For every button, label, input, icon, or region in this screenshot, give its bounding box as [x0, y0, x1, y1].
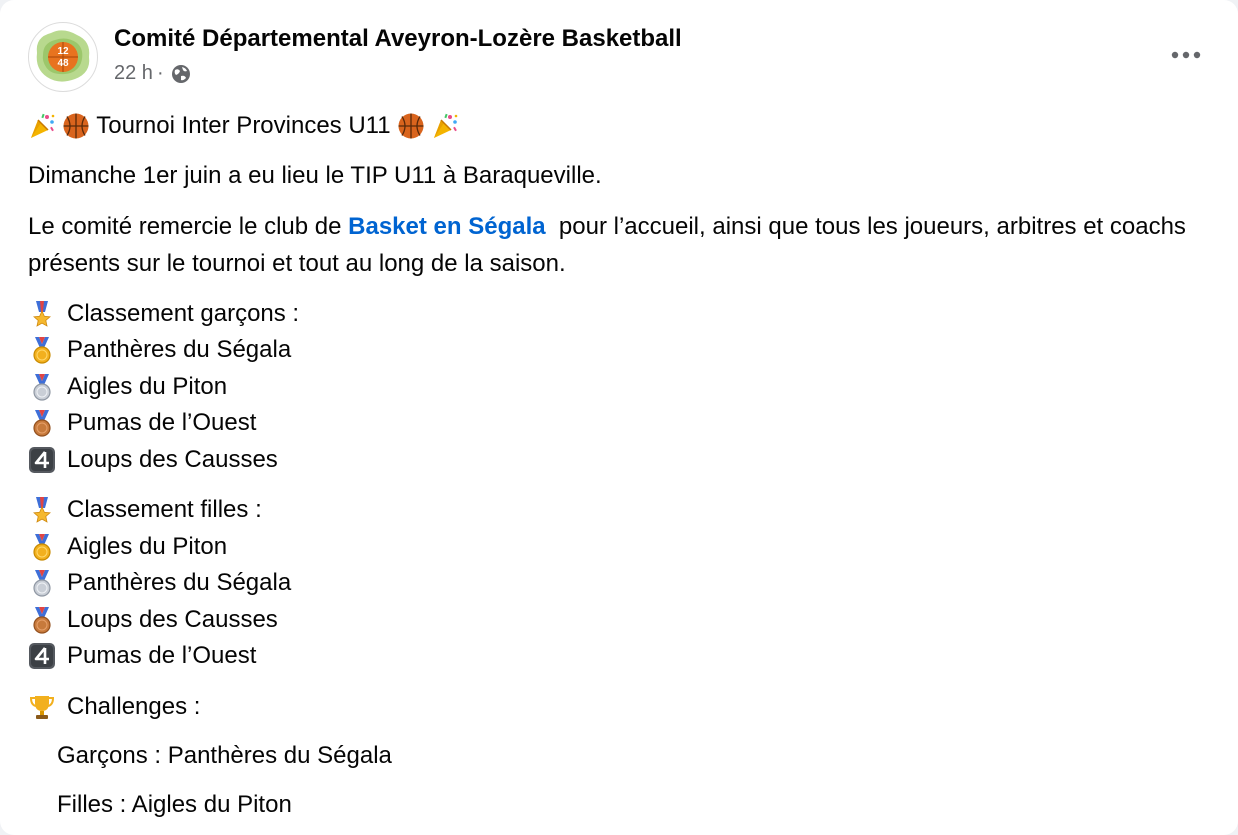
medal-icon [28, 300, 56, 328]
page-name-link[interactable]: Comité Départemental Aveyron-Lozère Basketball [114, 25, 682, 52]
list-item [28, 529, 1218, 566]
medal-icon [28, 496, 56, 524]
boys-rank-3: Pumas de l’Ouest [67, 409, 257, 437]
gold-medal-icon [28, 336, 56, 364]
list-item [28, 638, 1218, 675]
post-intro: Dimanche 1er juin a eu lieu le TIP U11 à Baraqueville. [28, 161, 602, 189]
club-mention-link[interactable]: Basket en Ségala [348, 212, 546, 240]
post-body [28, 108, 1218, 823]
girls-rank-3: Loups des Causses [67, 605, 278, 633]
trophy-icon [28, 693, 56, 721]
bronze-medal-icon [28, 606, 56, 634]
boys-ranking [28, 296, 1218, 479]
post-options-button[interactable] [1166, 40, 1206, 70]
post-title: Tournoi Inter Provinces U11 [90, 112, 398, 140]
list-item [28, 442, 1218, 479]
list-item [28, 332, 1218, 369]
challenges-heading: Challenges : [67, 692, 201, 720]
post-timestamp[interactable]: 22 h [114, 62, 153, 84]
keycap-4-icon [28, 446, 56, 474]
globe-icon[interactable] [170, 63, 192, 85]
party-popper-icon [431, 112, 459, 140]
girls-ranking [28, 492, 1218, 675]
boys-rank-2: Aigles du Piton [67, 372, 228, 400]
list-item [28, 565, 1218, 602]
silver-medal-icon [28, 569, 56, 597]
boys-heading: Classement garçons : [67, 299, 300, 327]
keycap-4-icon [28, 642, 56, 670]
avatar-number-bottom: 48 [57, 58, 69, 69]
page-avatar[interactable] [28, 22, 98, 92]
silver-medal-icon [28, 373, 56, 401]
meta-separator: · [156, 62, 164, 84]
list-item [28, 405, 1218, 442]
boys-rank-4: Loups des Causses [67, 445, 278, 473]
girls-heading: Classement filles : [67, 496, 262, 524]
girls-heading-line [28, 492, 1218, 529]
more-horizontal-icon [1171, 51, 1201, 59]
post-title-line [28, 108, 1218, 145]
list-item [28, 369, 1218, 406]
girls-rank-1: Aigles du Piton [67, 532, 228, 560]
thanks-text-before: Le comité remercie le club de [28, 212, 349, 240]
party-popper-icon [28, 112, 56, 140]
challenges-section [28, 689, 1218, 824]
bronze-medal-icon [28, 409, 56, 437]
boys-rank-1: Panthères du Ségala [67, 336, 292, 364]
girls-rank-2: Panthères du Ségala [67, 569, 292, 597]
challenge-girls: Filles : Aigles du Piton [57, 791, 292, 818]
basketball-icon [397, 112, 425, 140]
boys-heading-line [28, 296, 1218, 333]
thanks-text-after: pour l’accueil, ainsi que tous les joueurs, arbitres et coachs présents sur le tournoi et tout au long de la saison. [28, 212, 1193, 277]
gold-medal-icon [28, 533, 56, 561]
basketball-icon [62, 112, 90, 140]
avatar-number-top: 12 [57, 46, 69, 57]
post-meta [114, 62, 192, 85]
committee-logo-icon [29, 23, 97, 91]
post-thanks [28, 208, 1218, 282]
girls-rank-4: Pumas de l’Ouest [67, 642, 257, 670]
list-item [28, 602, 1218, 639]
challenges-heading-line [28, 689, 1218, 726]
challenge-boys: Garçons : Panthères du Ségala [57, 742, 392, 769]
